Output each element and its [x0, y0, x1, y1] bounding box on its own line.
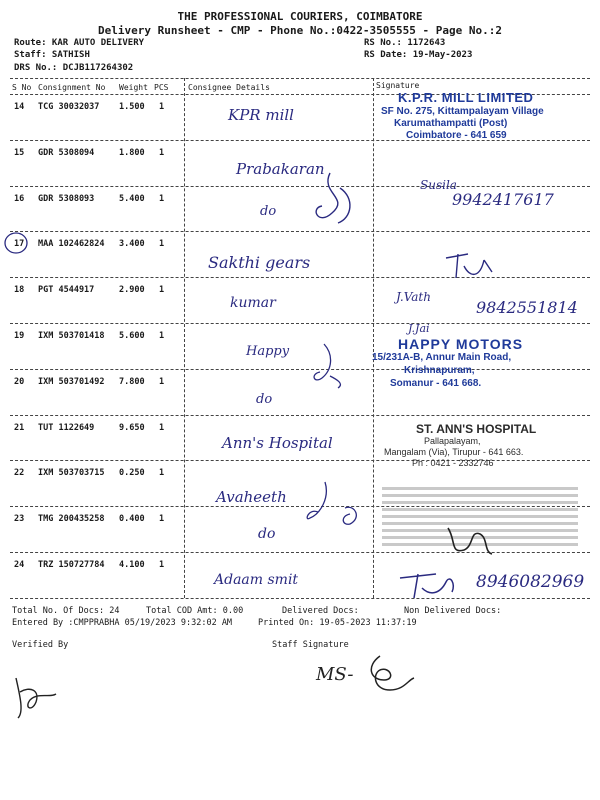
row-pcs: 1 — [159, 239, 165, 250]
signature-column-rule — [373, 78, 374, 598]
total-docs: Total No. Of Docs: 24 — [12, 606, 120, 616]
non-delivered-docs: Non Delivered Docs: — [404, 606, 502, 616]
row-sno: 17 — [14, 239, 25, 250]
row-pcs: 1 — [159, 514, 165, 525]
signature-scribble-15 — [300, 168, 360, 234]
row-sno: 21 — [14, 422, 25, 433]
table-top-rule — [10, 78, 590, 79]
row-weight: 5.600 — [119, 331, 145, 341]
row-consignment-no: MAA 102462824 — [38, 239, 105, 250]
row-consignment-no: TCG 30032037 — [38, 102, 100, 112]
row-weight: 0.250 — [119, 468, 145, 479]
sig-name-18: J.Vath — [396, 290, 431, 304]
hospital-stamp-line2: Mangalam (Via), Tirupur - 641 663. — [384, 447, 524, 457]
col-consignment-header: Consignment No — [38, 83, 106, 92]
row-consignment-no: GDR 5308094 — [38, 147, 95, 158]
row-pcs: 1 — [159, 376, 165, 387]
consignee-hand-20: do — [256, 392, 273, 407]
total-cod: Total COD Amt: 0.00 — [146, 606, 244, 616]
col-weight-header: Weight — [119, 83, 148, 92]
row-weight: 0.400 — [119, 514, 145, 525]
consignee-hand-22: Avaheeth — [216, 488, 287, 506]
row-sno: 22 — [14, 468, 25, 479]
row-consignment-no: TUT 1122649 — [38, 422, 95, 433]
printed-on: Printed On: 19-05-2023 11:37:19 — [258, 618, 417, 628]
row-pcs: 1 — [159, 285, 165, 296]
row-separator — [10, 323, 590, 324]
row-weight: 5.400 — [119, 193, 145, 204]
hospital-stamp-line1: Pallapalayam, — [424, 436, 481, 446]
row-pcs: 1 — [159, 331, 165, 341]
consignee-hand-23: do — [258, 526, 276, 542]
row-sno: 19 — [14, 331, 25, 341]
row-consignment-no: TMG 200435258 — [38, 514, 105, 525]
row-weight: 4.100 — [119, 560, 145, 570]
row-consignment-no: GDR 5308093 — [38, 193, 95, 204]
consignee-hand-24: Adaam smit — [214, 572, 299, 588]
happy-stamp-line1: 15/231A-B, Annur Main Road, — [372, 352, 512, 363]
row-sno: 15 — [14, 147, 25, 158]
staff-signature — [360, 650, 420, 700]
consignee-column-rule — [184, 78, 185, 598]
verified-by-label: Verified By — [12, 640, 69, 650]
route-label: Route: KAR AUTO DELIVERY — [14, 38, 145, 48]
signature-scribble-24 — [396, 566, 466, 602]
delivered-docs: Delivered Docs: — [282, 606, 359, 616]
staff-initials: MS- — [316, 664, 354, 685]
row-sno: 23 — [14, 514, 25, 525]
happy-stamp-title: HAPPY MOTORS — [398, 336, 524, 352]
row-sno: 14 — [14, 102, 25, 112]
signature-scribble-17 — [440, 248, 500, 282]
hospital-stamp-title: ST. ANN'S HOSPITAL — [416, 422, 537, 436]
row-separator — [10, 369, 590, 370]
company-name: THE PROFESSIONAL COURIERS, COIMBATORE — [177, 10, 423, 23]
row-pcs: 1 — [159, 147, 165, 158]
row-consignment-no: TRZ 150727784 — [38, 560, 105, 570]
row-sno: 20 — [14, 376, 25, 387]
row-weight: 1.800 — [119, 147, 145, 158]
rs-number: RS No.: 1172643 — [364, 38, 446, 48]
consignee-hand-15: Prabakaran — [236, 160, 325, 178]
row-weight: 3.400 — [119, 239, 145, 250]
happy-stamp-line3: Somanur - 641 668. — [390, 378, 482, 389]
circled-row-mark — [2, 230, 32, 256]
row-sno: 24 — [14, 560, 25, 570]
row-weight: 9.650 — [119, 422, 145, 433]
row-pcs: 1 — [159, 560, 165, 570]
sig-name-16: Susila — [420, 178, 457, 192]
row-consignment-no: IXM 503701418 — [38, 331, 105, 341]
sig-phone-24: 8946082969 — [476, 572, 585, 592]
consignee-hand-16: do — [260, 204, 277, 219]
kpr-stamp-line2: Karumathampatti (Post) — [394, 118, 508, 129]
consignee-hand-19: Happy — [246, 344, 290, 359]
row-pcs: 1 — [159, 193, 165, 204]
row-separator — [10, 277, 590, 278]
kpr-stamp-title: K.P.R. MILL LIMITED — [398, 90, 534, 105]
row-weight: 2.900 — [119, 285, 145, 296]
kpr-stamp-line1: SF No. 275, Kittampalayam Village — [381, 106, 544, 117]
consignee-hand-17: Sakthi gears — [208, 253, 311, 272]
verified-signature — [10, 672, 70, 722]
signature-scribble-23 — [440, 520, 500, 560]
sig-19: J.Jai — [408, 322, 430, 335]
staff-signature-label: Staff Signature — [272, 640, 349, 650]
row-pcs: 1 — [159, 422, 165, 433]
sig-phone-18: 9842551814 — [476, 298, 578, 317]
runsheet-subtitle: Delivery Runsheet - CMP - Phone No.:0422-3505555 - Page No.:2 — [98, 24, 502, 37]
col-consignee-header: Consignee Details — [188, 83, 270, 92]
row-consignment-no: IXM 503703715 — [38, 468, 105, 479]
row-separator — [10, 415, 590, 416]
row-consignment-no: IXM 503701492 — [38, 376, 105, 387]
consignee-hand-18: kumar — [230, 295, 276, 311]
consignee-hand-14: KPR mill — [228, 106, 294, 124]
consignee-hand-21: Ann's Hospital — [222, 434, 333, 452]
col-sno-header: S No — [12, 83, 32, 92]
row-separator — [10, 460, 590, 461]
row-weight: 7.800 — [119, 376, 145, 387]
entered-by: Entered By :CMPPRABHA 05/19/2023 9:32:02 AM — [12, 618, 233, 628]
row-sno: 16 — [14, 193, 25, 204]
col-pcs-header: PCS — [154, 83, 169, 92]
signature-scribble-22 — [300, 478, 370, 530]
sig-phone-16: 9942417617 — [452, 190, 554, 209]
signature-scribble-19 — [304, 340, 350, 390]
rs-date: RS Date: 19-May-2023 — [364, 50, 473, 60]
row-pcs: 1 — [159, 468, 165, 479]
kpr-stamp-line3: Coimbatore - 641 659 — [406, 130, 507, 141]
row-separator — [10, 552, 590, 553]
hospital-stamp-line3: Ph : 0421 - 2332746 — [412, 458, 494, 468]
row-consignment-no: PGT 4544917 — [38, 285, 95, 296]
staff-label: Staff: SATHISH — [14, 50, 90, 60]
row-weight: 1.500 — [119, 102, 145, 112]
row-pcs: 1 — [159, 102, 165, 112]
drs-number: DRS No.: DCJB117264302 — [14, 63, 134, 73]
footer-rule — [10, 598, 590, 599]
col-signature-header: Signature — [376, 81, 420, 90]
happy-stamp-line2: Krishnapuram, — [404, 365, 475, 376]
row-sno: 18 — [14, 285, 25, 296]
